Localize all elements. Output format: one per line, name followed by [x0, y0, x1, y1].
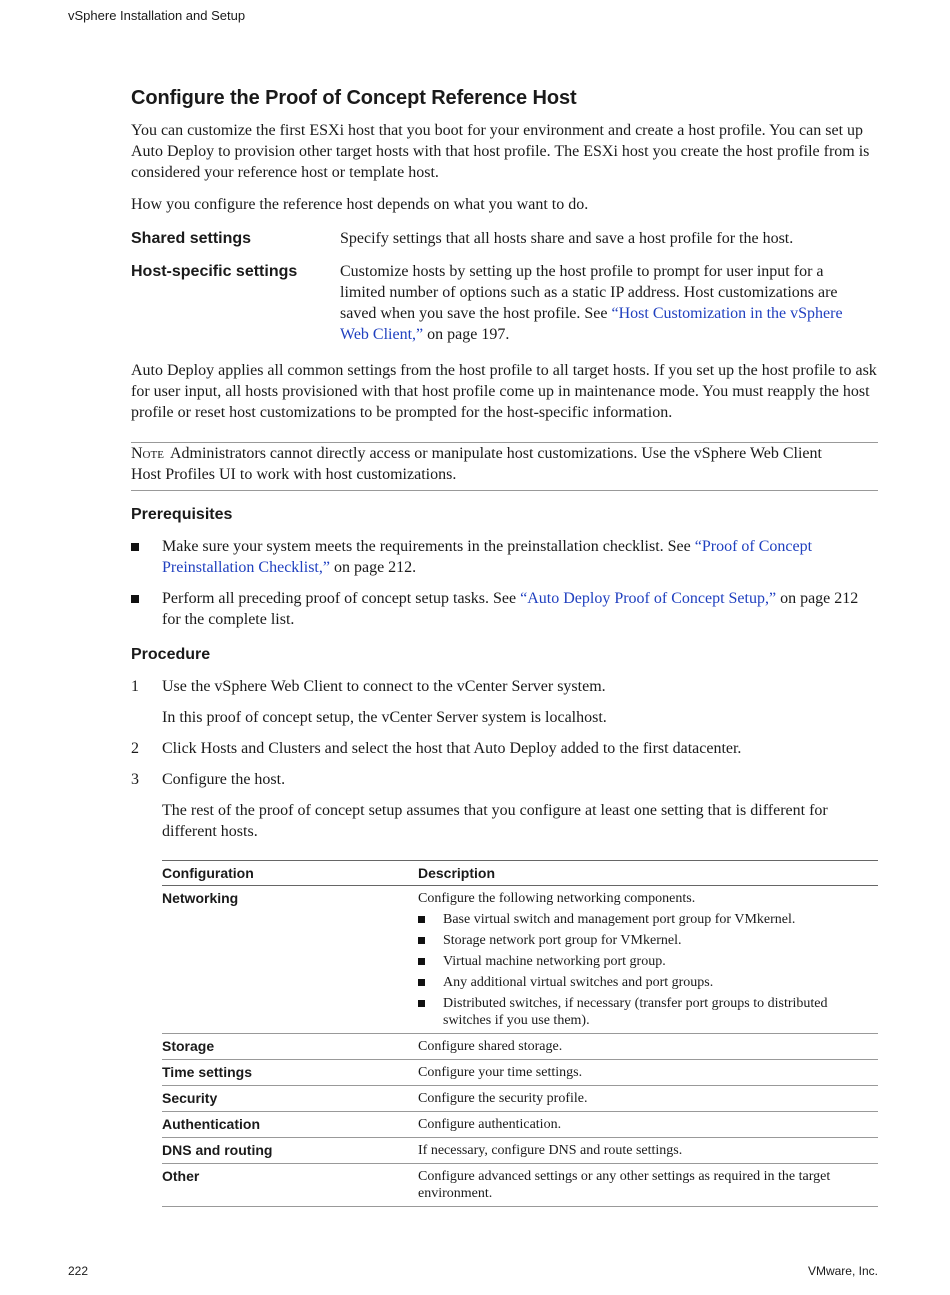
applies-paragraph: Auto Deploy applies all common settings from the host profile to all target hosts. If you set up the host profile to ask for user input, all hosts provisioned with that host profile come up in maintenance mode. You must reapply the host profile or reset host customizations to be prompted for the host-specific information. — [131, 362, 877, 421]
prerequisite-item — [131, 588, 891, 630]
host-specific-desc-text: Customize hosts by setting up the host profile to prompt for user input for a limited number of options such as a static IP address. Host customizations are saved when you save the host profile. See — [340, 263, 838, 322]
procedure-step — [131, 769, 891, 790]
list-item-text: Storage network port group for VMkernel. — [443, 933, 682, 948]
table-row — [162, 1112, 878, 1138]
column-header-configuration: Configuration — [162, 861, 418, 886]
bullet-square-icon — [418, 1000, 425, 1007]
section-title: Configure the Proof of Concept Reference Host — [131, 87, 577, 109]
note-bottom-rule — [131, 490, 878, 491]
config-desc: Configure your time settings. — [418, 1060, 878, 1086]
prerequisite-item — [131, 536, 891, 578]
preinstallation-checklist-link[interactable]: “Proof of Concept Preinstallation Checklist,” — [162, 538, 813, 576]
prerequisite-page: on page 212 for the complete list. — [162, 590, 859, 628]
note-label: Note — [131, 445, 164, 462]
table-row — [162, 1060, 878, 1086]
column-header-description: Description — [418, 861, 878, 886]
footer-page-number: 222 — [68, 1264, 89, 1278]
table-row — [162, 886, 878, 1034]
prerequisite-page: on page 212. — [329, 559, 417, 576]
bullet-square-icon — [418, 916, 425, 923]
configuration-table — [162, 860, 878, 1207]
config-desc: Configure authentication. — [418, 1112, 878, 1138]
host-customization-link[interactable]: “Host Customization in the vSphere Web Client,” — [340, 305, 843, 343]
note-text: Administrators cannot directly access or manipulate host customizations. Use the vSphere Web Client Host Profiles UI to work with host customizations. — [131, 445, 822, 483]
bullet-square-icon — [418, 979, 425, 986]
list-item — [418, 974, 878, 991]
list-item — [418, 932, 878, 949]
list-item — [418, 995, 878, 1029]
bullet-square-icon — [418, 937, 425, 944]
step-text: Configure the host. — [162, 771, 286, 788]
config-desc: Configure the security profile. — [418, 1086, 878, 1112]
config-name: DNS and routing — [162, 1138, 418, 1164]
table-row — [162, 1086, 878, 1112]
intro-paragraph: You can customize the first ESXi host that you boot for your environment and create a host profile. You can set up Auto Deploy to provision other target hosts with that host profile. The ESXi host you create the host profile from is considered your reference host or template host. — [131, 122, 870, 181]
running-header: vSphere Installation and Setup — [68, 8, 246, 23]
host-specific-settings-desc — [340, 261, 860, 345]
step-note: The rest of the proof of concept setup assumes that you configure at least one setting that is different for different hosts. — [162, 802, 828, 840]
procedure-step — [131, 676, 891, 697]
table-header-row — [162, 861, 878, 886]
howto-paragraph: How you configure the reference host depends on what you want to do. — [131, 196, 589, 213]
list-item — [418, 953, 878, 970]
prerequisite-text: Perform all preceding proof of concept setup tasks. See — [162, 590, 521, 607]
step-number: 3 — [131, 771, 139, 788]
host-specific-desc-page: on page 197. — [423, 326, 510, 343]
table-row — [162, 1034, 878, 1060]
list-item-text: Any additional virtual switches and port groups. — [443, 975, 714, 990]
procedure-step — [131, 738, 891, 759]
config-desc: If necessary, configure DNS and route settings. — [418, 1138, 878, 1164]
footer-company: VMware, Inc. — [807, 1264, 878, 1278]
step-number: 2 — [131, 740, 139, 757]
list-item — [418, 911, 878, 928]
note-box — [131, 442, 831, 485]
procedure-heading: Procedure — [131, 646, 211, 663]
config-desc: Configure advanced settings or any other settings as required in the target environment. — [418, 1164, 878, 1207]
bullet-square-icon — [131, 543, 139, 551]
prerequisite-text: Make sure your system meets the requirements in the preinstallation checklist. See — [162, 538, 695, 555]
step-text: Click Hosts and Clusters and select the host that Auto Deploy added to the first datacenter. — [162, 740, 742, 757]
config-name: Time settings — [162, 1060, 418, 1086]
step-note: In this proof of concept setup, the vCenter Server system is localhost. — [162, 709, 607, 726]
config-name: Security — [162, 1086, 418, 1112]
step-number: 1 — [131, 678, 139, 695]
step-text: Use the vSphere Web Client to connect to the vCenter Server system. — [162, 678, 606, 695]
config-name: Authentication — [162, 1112, 418, 1138]
bullet-square-icon — [131, 595, 139, 603]
config-desc: Configure the following networking components. — [418, 891, 696, 906]
config-name: Storage — [162, 1034, 418, 1060]
config-name: Networking — [162, 886, 418, 1034]
shared-settings-desc: Specify settings that all hosts share and save a host profile for the host. — [340, 230, 794, 247]
bullet-square-icon — [418, 958, 425, 965]
list-item-text: Virtual machine networking port group. — [443, 954, 666, 969]
list-item-text: Distributed switches, if necessary (transfer port groups to distributed switches if you use them). — [443, 996, 828, 1028]
config-desc-cell — [418, 886, 878, 1034]
shared-settings-term: Shared settings — [131, 230, 252, 247]
list-item-text: Base virtual switch and management port group for VMkernel. — [443, 912, 796, 927]
config-name: Other — [162, 1164, 418, 1207]
table-row — [162, 1164, 878, 1207]
host-specific-settings-term: Host-specific settings — [131, 263, 298, 280]
auto-deploy-setup-link[interactable]: “Auto Deploy Proof of Concept Setup,” — [520, 590, 777, 607]
config-desc: Configure shared storage. — [418, 1034, 878, 1060]
prerequisites-heading: Prerequisites — [131, 506, 233, 523]
table-row — [162, 1138, 878, 1164]
networking-components-list — [418, 911, 878, 1029]
